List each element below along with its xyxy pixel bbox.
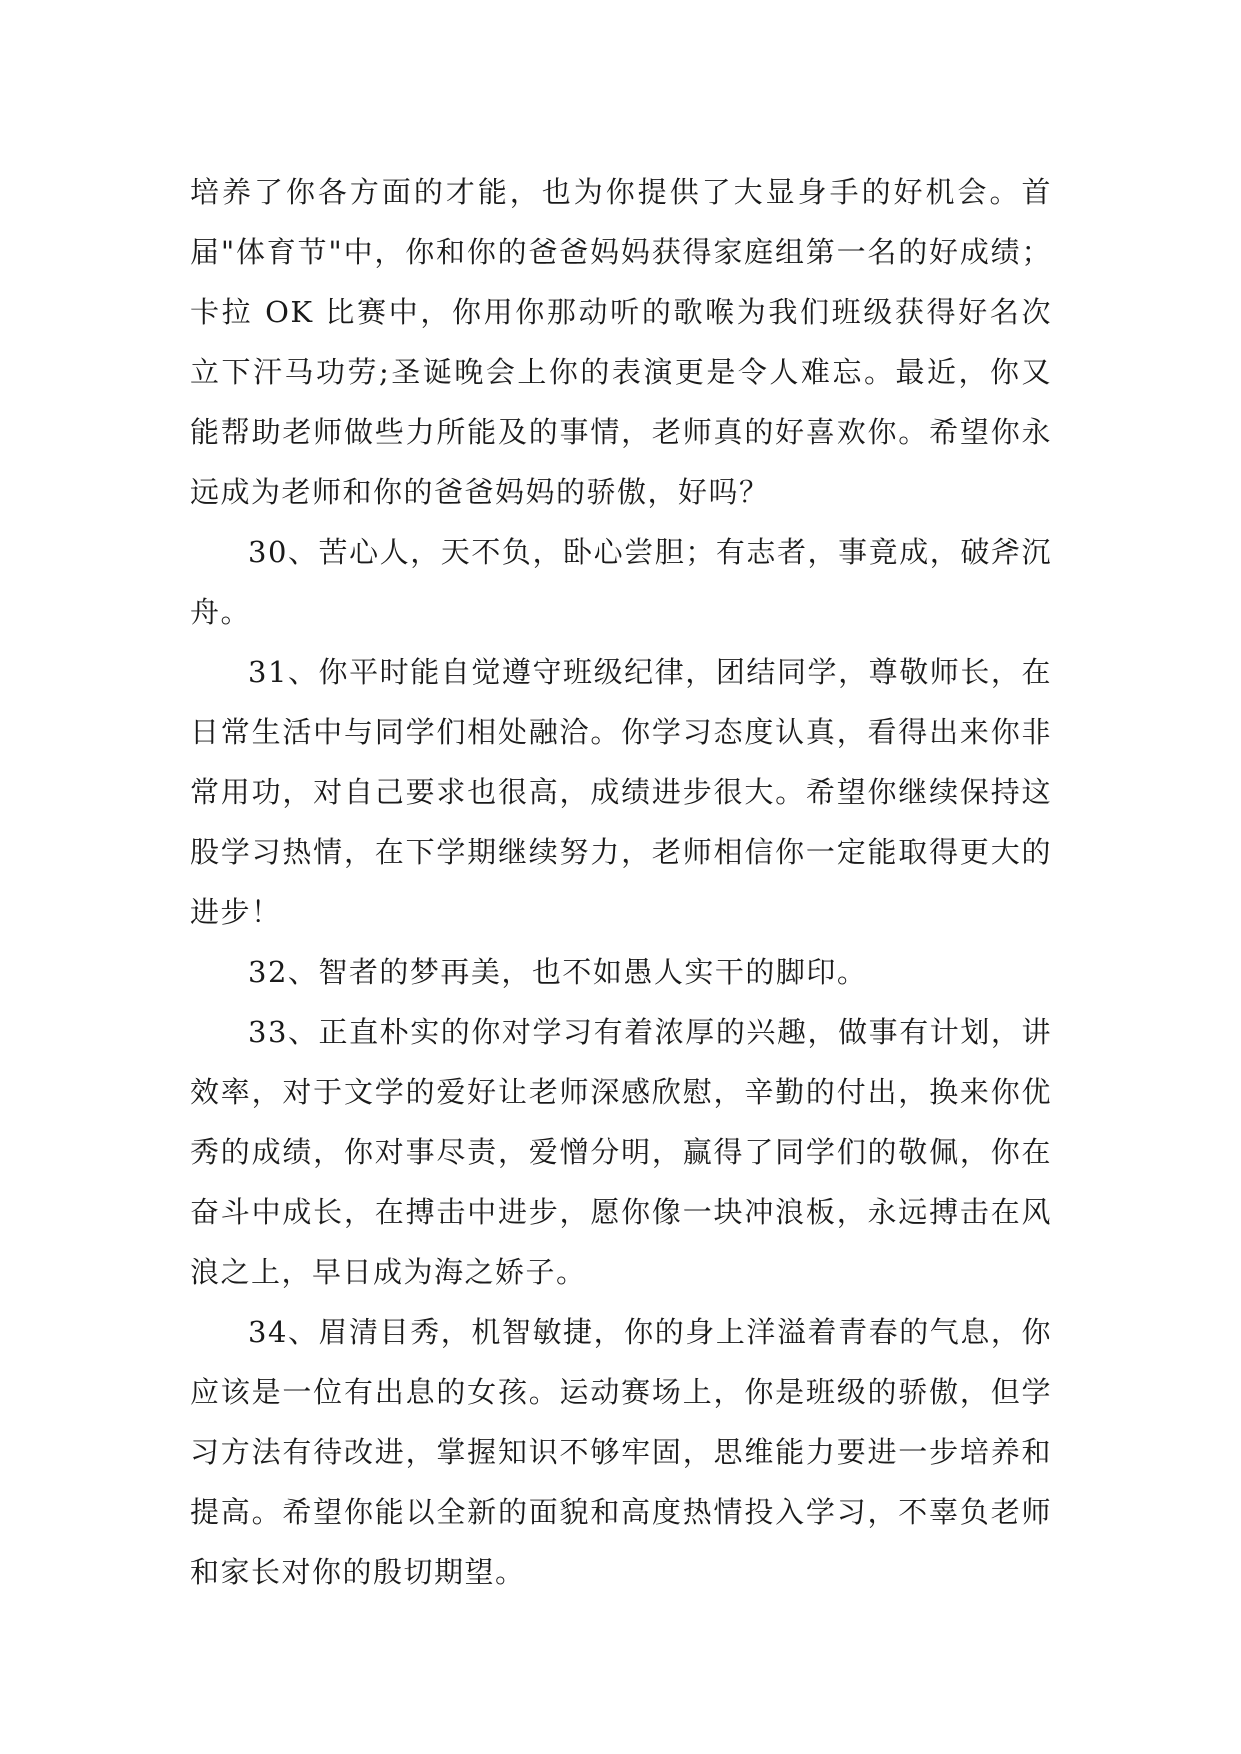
paragraph-item-31: 31、你平时能自觉遵守班级纪律，团结同学，尊敬师长，在日常生活中与同学们相处融洽。你学习态度认真，看得出来你非常用功，对自己要求也很高，成绩进步很大。希望你继续保持这股学习热情，在下学期继续努力，老师相信你一定能取得更大的进步！ <box>190 655 1052 929</box>
paragraph-item-32: 32、智者的梦再美，也不如愚人实干的脚印。 <box>248 955 868 989</box>
document-page <box>190 162 1052 1602</box>
paragraph-item-34: 34、眉清目秀，机智敏捷，你的身上洋溢着青春的气息，你应该是一位有出息的女孩。运动赛场上，你是班级的骄傲，但学习方法有待改进，掌握知识不够牢固，思维能力要进一步培养和提高。希望你能以全新的面貌和高度热情投入学习，不辜负老师和家长对你的殷切期望。 <box>190 1315 1052 1589</box>
paragraph-continuation: 培养了你各方面的才能，也为你提供了大显身手的好机会。首届"体育节"中，你和你的爸爸妈妈获得家庭组第一名的好成绩；卡拉 OK 比赛中，你用你那动听的歌喉为我们班级获得好名次立下汗马功劳;圣诞晚会上你的表演更是令人难忘。最近，你又能帮助老师做些力所能及的事情，老师真的好喜欢你。希望你永远成为老师和你的爸爸妈妈的骄傲，好吗？ <box>190 175 1052 509</box>
paragraph-item-33: 33、正直朴实的你对学习有着浓厚的兴趣，做事有计划，讲效率，对于文学的爱好让老师深感欣慰，辛勤的付出，换来你优秀的成绩，你对事尽责，爱憎分明，赢得了同学们的敬佩，你在奋斗中成长，在搏击中进步，愿你像一块冲浪板，永远搏击在风浪之上，早日成为海之娇子。 <box>190 1015 1052 1289</box>
paragraph-item-30: 30、苦心人，天不负，卧心尝胆；有志者，事竟成，破斧沉舟。 <box>190 535 1052 629</box>
